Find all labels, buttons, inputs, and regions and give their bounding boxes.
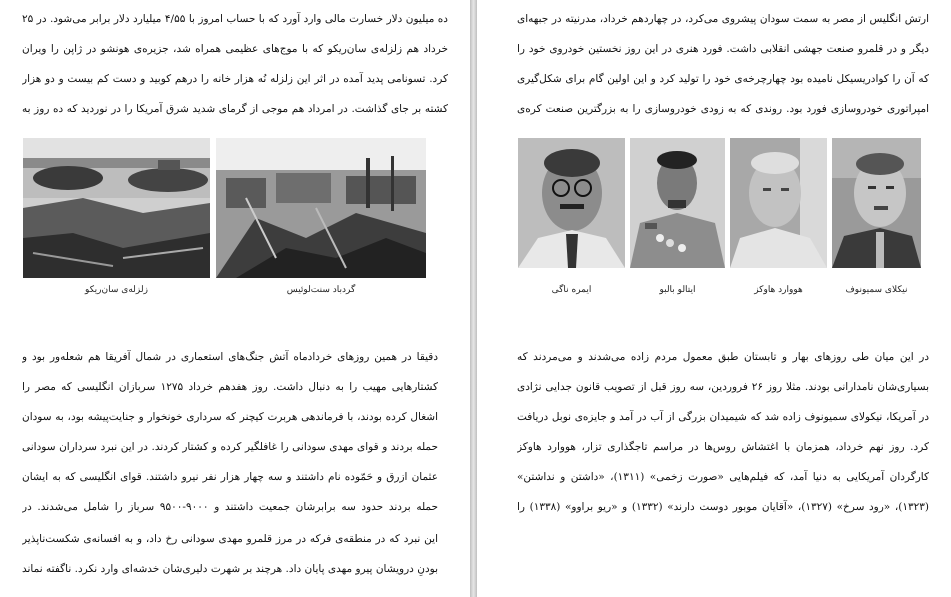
left-bottom-paragraph-1: دقیقا در همین روزهای خردادماه آتش جنگ‌های استعماری در شمال آفریقا هم شعله‌ور بود و کشتارهایی مهیب را به دنبال داشت. روز هفدهم خرداد ۱۲۷۵ سربازان انگلیسی که مصر را اشغال کرده بودند، با فرماندهی هربرت کیچنر که سرداری خونخوار و جنایت‌پیشه بود، به سودان حمله بردند و قوای مهدی سودانی را غافلگیر کرده و کشتار کردند. در این نبرد سرداران سودانی عثمان ازرق و حَمّوده نام داشتند و سه چهار هزار نفر نیرو داشتند. قوای انگلیسی که به ایشان حمله بردند حدود سه برابرشان جمعیت داشتند و ۹۰۰۰-۹۵۰۰ سرباز را شامل می‌شدند. در xyxy=(22,351,438,513)
italo-balbo-portrait xyxy=(630,138,725,268)
imre-nagy-caption: ایمره ناگی xyxy=(551,285,592,295)
page-gutter xyxy=(470,0,477,597)
sanriku-earthquake-photo xyxy=(23,138,210,278)
howard-hawks-portrait xyxy=(730,138,827,268)
nikolay-semyonov-caption: نیکلای سمیونوف xyxy=(845,285,908,295)
nikolay-semyonov-portrait xyxy=(832,138,921,268)
st-louis-tornado-photo xyxy=(216,138,426,278)
sanriku-earthquake-caption: زلزله‌ی سان‌ریکو xyxy=(85,285,148,295)
st-louis-tornado-caption: گردباد سنت‌لوئیس xyxy=(286,285,356,295)
right-bottom-paragraph: در این میان طی روزهای بهار و تابستان طبق معمول مردم زاده می‌شدند و می‌مردند که بسیاری‌شان نامدارانی بودند. مثلا روز ۲۶ فروردین، سه روز قبل از تصویب قانون جدایی نژادی در آمریکا، نیکولای سمیونوف زاده شد که شیمیدان بزرگی از آب در آمد و جایزه‌ی نوبل دریافت کرد. روز نهم خرداد، همزمان با اغتشاش روس‌ها در مراسم تاجگذاری تزار، هووارد هاوکز کارگردان آمریکایی به دنیا آمد، که فیلم‌هایی «صورت زخمی» (۱۳۱۱)، «داشتن و نداشتن» (۱۳۲۳)، «رود سرخ» (۱۳۲۷)، «آقایان موبور دوست دارند» (۱۳۳۲) و «ریو براوو» (۱۳۳۸) را xyxy=(517,351,929,513)
imre-nagy-portrait xyxy=(518,138,625,268)
left-bottom-paragraph-2: این نبرد که در منطقه‌ی فرکه در مرز قلمرو مهدی سودانی رخ داد، و به افسانه‌ی شکست‌ناپذیر بودنِ درویشان پیرو مهدی پایان داد. هرچند بر شهرت دلیری‌شان خدشه‌ای وارد نکرد. ناگفته نماند xyxy=(22,533,438,575)
right-page xyxy=(477,0,951,597)
italo-balbo-caption: ایتالو بالبو xyxy=(659,285,696,295)
howard-hawks-caption: هووارد هاوکز xyxy=(754,285,803,295)
left-top-paragraph: ده میلیون دلار خسارت مالی وارد آورد که با حساب امروز با ۴/۵۵ میلیارد دلار برابر می‌شود. در ۲۵ خرداد هم زلزله‌ی سان‌ریکو که با موج‌های عظیمی همراه شد، جزیره‌ی هونشو در ژاپن را ویران کرد. تسونامی پدید آمده در اثر این زلزله نُه هزار خانه را درهم کوبید و دست کم بیست و دو هزار کشته بر جای گذاشت. در امرداد هم موجی از گرمای شدید شرق آمریکا را در نوردید که ده روز به xyxy=(22,13,448,115)
right-top-paragraph: ارتش انگلیس از مصر به سمت سودان پیشروی می‌کرد، در چهاردهم خرداد، مدرنیته در جبهه‌ای دیگر و در قلمرو صنعت جهشی انقلابی داشت. فورد هنری در این روز نخستین خودروی خود را که آن را کوادریسیکل نامیده بود چهارچرخه‌ی خود را تولید کرد و این اولین گام برای شکل‌گیری امپراتوری خودروسازی فورد بود. روندی که به زودی خودروسازی را به بزرگترین صنعت کره‌ی xyxy=(517,13,929,115)
left-page xyxy=(0,0,470,597)
